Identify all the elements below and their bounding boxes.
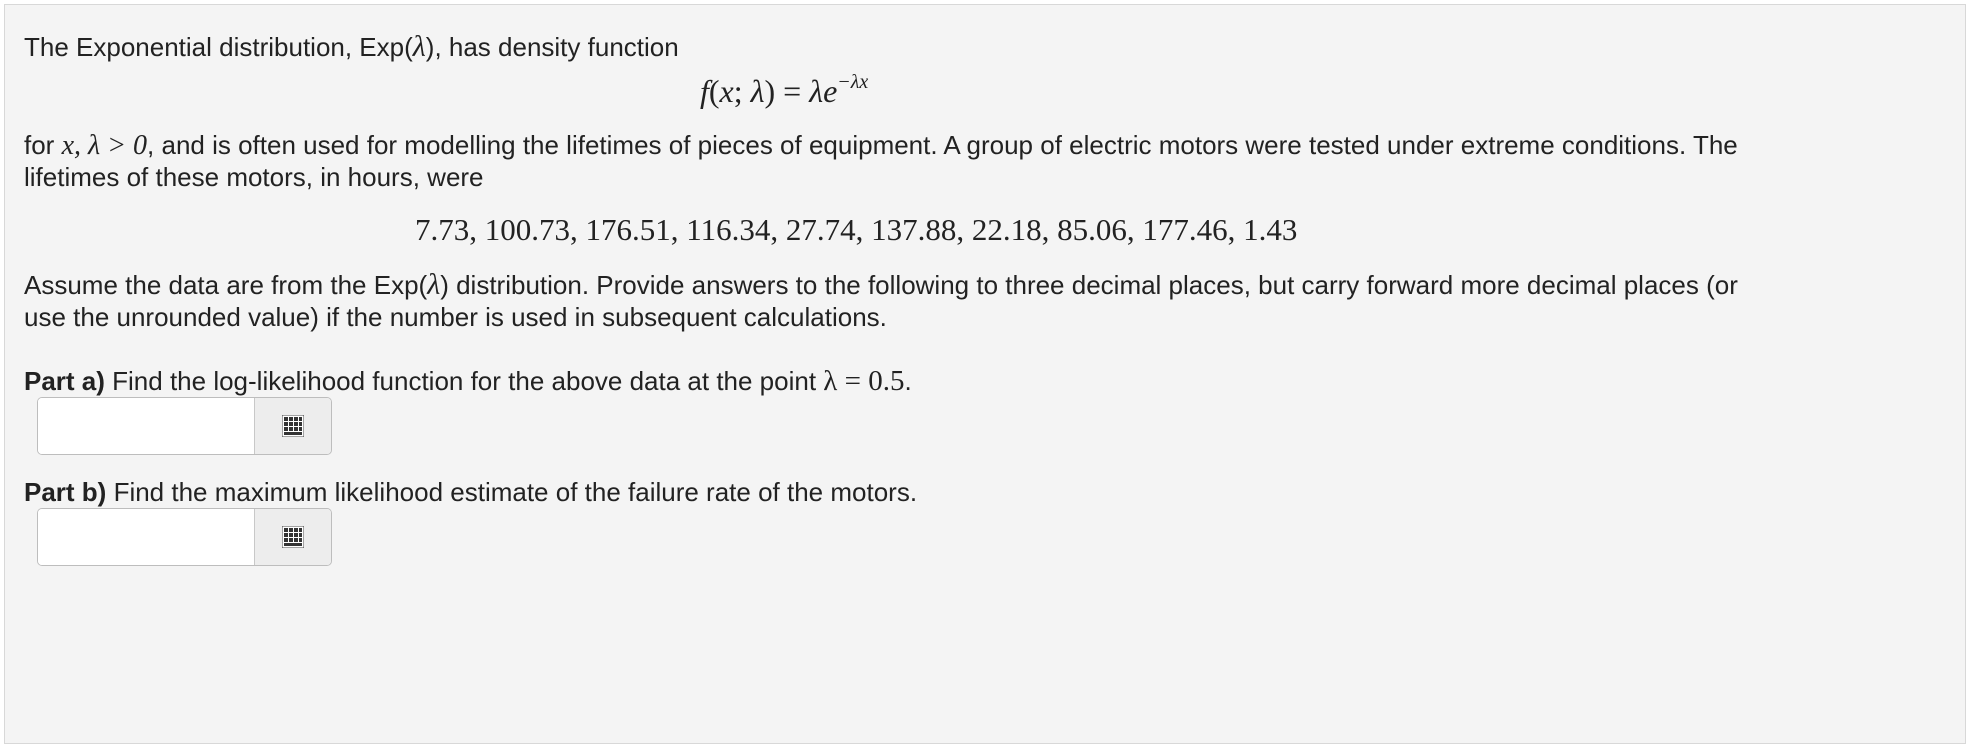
density-exponent: −λx: [837, 71, 869, 93]
context-line-2: lifetimes of these motors, in hours, were: [24, 162, 484, 192]
part-b-answer-input[interactable]: [38, 509, 254, 565]
intro-lambda: λ: [412, 30, 426, 63]
lifetimes-data: 7.73, 100.73, 176.51, 116.34, 27.74, 137.88, 22.18, 85.06, 177.46, 1.43: [415, 212, 1298, 247]
intro-tail: ), has density function: [425, 32, 679, 62]
part-a-prompt: Part a) Find the log-likelihood function for the above data at the point λ = 0.5.: [24, 365, 912, 397]
instructions-line-1: Assume the data are from the Exp(λ) distribution. Provide answers to the following to three decimal places, but carry forward more decimal places (or: [24, 268, 1738, 301]
part-b-keypad-button[interactable]: [254, 509, 331, 565]
part-a-label: Part a): [24, 366, 105, 396]
density-formula: f(x; $\lambda) = \lambda e^{-\lambda x}$: [700, 71, 869, 109]
keypad-grid-icon: [282, 526, 304, 548]
instructions-line-2: use the unrounded value) if the number is used in subsequent calculations.: [24, 302, 887, 332]
question-panel: [4, 4, 1966, 744]
part-b-answer-box: [37, 508, 332, 566]
intro-lead: The Exponential distribution, Exp(: [24, 32, 413, 62]
part-a-answer-box: [37, 397, 332, 455]
part-b-prompt: Part b) Find the maximum likelihood estimate of the failure rate of the motors.: [24, 477, 918, 507]
context-line-1: for x, λ > 0, and is often used for modelling the lifetimes of pieces of equipment. A group of electric motors were tested under extreme conditions. The: [24, 130, 1738, 161]
intro-text: [24, 27, 679, 67]
part-b-label: Part b): [24, 477, 107, 507]
domain-condition: x, λ > 0: [61, 130, 148, 161]
part-a-math: λ = 0.5: [823, 365, 905, 397]
part-a-keypad-button[interactable]: [254, 398, 331, 454]
part-a-answer-input[interactable]: [38, 398, 254, 454]
keypad-grid-icon: [282, 415, 304, 437]
